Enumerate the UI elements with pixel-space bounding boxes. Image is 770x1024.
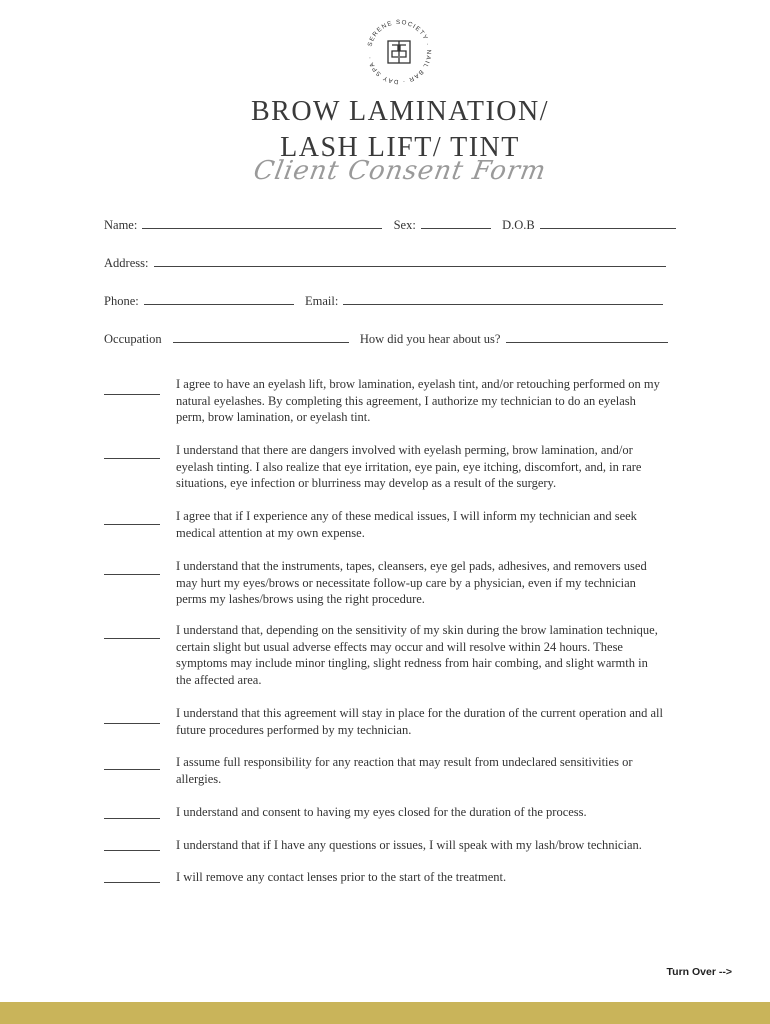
client-consent-form-subtitle: Client Consent Form (251, 156, 549, 186)
initials-line[interactable] (104, 458, 160, 459)
logo-ring-text: SERENE SOCIETY · NAIL BAR · DAY SPA · (366, 18, 433, 86)
consent-text: I understand and consent to having my eyes closed for the duration of the process. (176, 805, 587, 819)
address-field[interactable] (154, 254, 666, 267)
phone-field[interactable] (144, 292, 294, 305)
initials-line[interactable] (104, 574, 160, 575)
occupation-field[interactable] (173, 330, 349, 343)
name-label: Name: (104, 218, 138, 232)
sex-field[interactable] (421, 216, 491, 229)
initials-line[interactable] (104, 524, 160, 525)
name-field[interactable] (142, 216, 382, 229)
dob-field[interactable] (540, 216, 676, 229)
occupation-label: Occupation (104, 332, 162, 346)
consent-text: I understand that there are dangers involved with eyelash perming, brow lamination, and/or eyelash tinting. I also realize that eye irritation, eye pain, eye itching, discomfort, and, in rare situations, eye infection or blurriness may develop as a result of the surgery. (176, 443, 642, 491)
consent-text: I understand that this agreement will stay in place for the duration of the current operation and all future procedures performed by my technician. (176, 706, 663, 737)
consent-text: I assume full responsibility for any reaction that may result from undeclared sensitivities or allergies. (176, 755, 633, 786)
footer-bar (0, 1002, 770, 1024)
initials-line[interactable] (104, 769, 160, 770)
initials-line[interactable] (104, 394, 160, 395)
consent-text: I understand that if I have any questions or issues, I will speak with my lash/brow technician. (176, 838, 642, 852)
title-line-1: BROW LAMINATION/ (250, 96, 550, 127)
consent-text: I will remove any contact lenses prior to the start of the treatment. (176, 870, 507, 884)
turn-over-note: Turn Over --> (666, 966, 732, 978)
dob-label: D.O.B (502, 218, 535, 232)
initials-line[interactable] (104, 882, 160, 883)
address-label: Address: (104, 256, 149, 270)
info-row-name (104, 216, 678, 233)
info-row-contact (104, 292, 665, 309)
consent-text: I understand that the instruments, tapes, cleansers, eye gel pads, adhesives, and removers used may hurt my eyes/brows or necessitate follow-up care by a physician, even if my technician perms my lashes/brows using the right procedure. (176, 559, 647, 607)
title-line-2: LASH LIFT/ TINT (280, 132, 520, 163)
serene-society-logo (362, 15, 436, 89)
email-label: Email: (304, 294, 339, 308)
initials-line[interactable] (104, 723, 160, 724)
email-field[interactable] (343, 292, 663, 305)
hear-about-field[interactable] (506, 330, 668, 343)
sex-label: Sex: (393, 218, 416, 232)
info-row-address (104, 254, 668, 271)
initials-line[interactable] (104, 818, 160, 819)
consent-text: I understand that, depending on the sensitivity of my skin during the brow lamination technique, certain slight but usual adverse effects may occur and will resolve within 24 hours. These symptoms may include minor tingling, slight redness from hair combing, and slight warmth in the affected area. (176, 623, 658, 687)
phone-label: Phone: (104, 294, 139, 308)
consent-text: I agree to have an eyelash lift, brow lamination, eyelash tint, and/or retouching performed on my natural eyelashes. By completing this agreement, I authorize my technician to do an eyelash perm, brow lamination, or eyelash tint. (176, 377, 660, 425)
consent-text: I agree that if I experience any of these medical issues, I will inform my technician and seek medical attention at my own expense. (176, 509, 637, 540)
initials-line[interactable] (104, 638, 160, 639)
info-row-occupation (104, 330, 670, 347)
hear-about-label: How did you hear about us? (359, 332, 501, 346)
initials-line[interactable] (104, 850, 160, 851)
